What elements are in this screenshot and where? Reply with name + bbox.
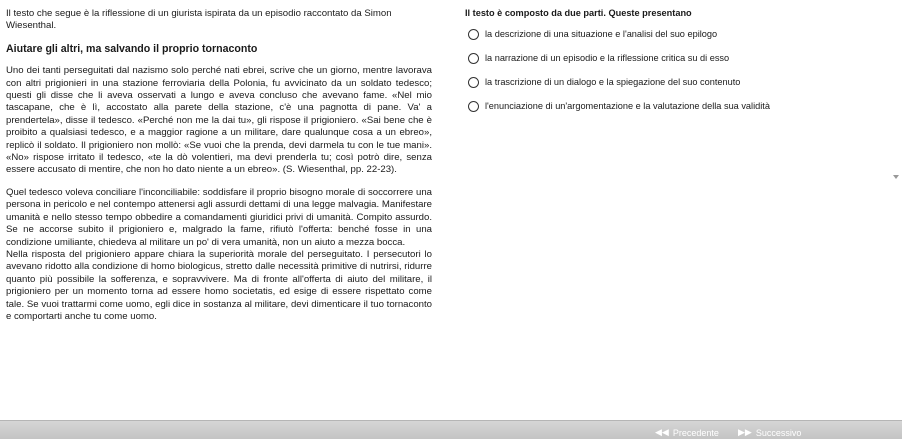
rewind-icon: ◀◀: [655, 427, 669, 437]
analysis-paragraph-1: Quel tedesco voleva conciliare l'inconciliabile: soddisfare il proprio bisogno morale di soccorrere una persona in pericolo e nel contempo attenersi agli assurdi dettami di una legge malvagia. Manifestare umanità e nello stesso tempo obbedire a comandamenti giuridici privi di umanità. Compito assurdo. Se ne accorse subito il prigioniero e, malgrado la fame, rifiutò l'offerta: benché fosse in una condizione umiliante, chiedeva al militare un po' di vera umanità, non un aiuto a mezza bocca.: [6, 186, 432, 248]
answer-option-b-label: la narrazione di un episodio e la riflessione critica su di esso: [485, 53, 730, 63]
passage-analysis: [6, 187, 432, 323]
answer-option-c[interactable]: [465, 76, 895, 100]
passage-intro: Il testo che segue è la riflessione di un giurista ispirata da un episodio raccontato da Simon Wiesenthal.: [6, 8, 392, 32]
scroll-down-arrow-icon[interactable]: [893, 175, 899, 179]
radio-button-d[interactable]: [468, 101, 479, 112]
answer-option-d-label: l'enunciazione di un'argomentazione e la valutazione della sua validità: [485, 101, 770, 111]
passage-panel: [6, 8, 432, 323]
previous-label: Precedente: [672, 427, 719, 438]
story-paragraph: Uno dei tanti perseguitati dal nazismo solo perché nati ebrei, scrive che un giorno, mentre lavorava con altri prigionieri in una stazione ferroviaria della Polonia, fu avvicinato da un soldato tedesco; questi gli disse che li aveva osservati a lungo e aveva concluso che avevano fame. «Nel mio tascapane, che è lì, accostato alla parete della stazione, c'è una pagnotta di pane. Va' a prendertela», disse il tedesco. «Perché non me la dai tu», gli rispose il prigioniero. «Sai bene che è proibito a qualsiasi tedesco, e a maggior ragione a un militare, dare qualunque cosa a un ebreo», replicò il soldato. Il prigioniero non mollò: «Se vuoi che la prenda, devi darmela tu con le tue mani». «No» rispose irritato il tedesco, «te la dò volentieri, ma devi prenderla tu; così potrò dire, senza essere accusato di mentire, che non ho dato niente a un ebreo». (S. Wiesenthal, pp. 22-23).: [6, 65, 432, 176]
passage-title: Aiutare gli altri, ma salvando il proprio tornaconto: [6, 42, 258, 55]
answer-option-c-label: la trascrizione di un dialogo e la spiegazione del suo contenuto: [485, 77, 741, 87]
answer-option-d[interactable]: [465, 100, 895, 124]
radio-button-a[interactable]: [468, 29, 479, 40]
answer-option-b[interactable]: [465, 52, 895, 76]
answer-option-a[interactable]: [465, 28, 895, 52]
analysis-paragraph-2: Nella risposta del prigioniero appare chiara la superiorità morale del perseguitato. I persecutori lo avevano ridotto alla condizione di homo biologicus, stretto dalle necessità primitive di nutrirsi, ridurre quanto più possibile la sofferenza, e sopravvivere. Ma di fronte all'offerta di aiuto del militare, il prigioniero per un momento torna ad essere homo societatis, ed esige di essere rispettato come tale. Se vuoi trattarmi come uomo, egli dice in sostanza al militare, devi dimenticare il tuo tornaconto e comportarti anche tu come uomo.: [6, 248, 432, 322]
navigation-bar: [0, 420, 902, 439]
radio-button-b[interactable]: [468, 53, 479, 64]
fast-forward-icon: ▶▶: [738, 427, 752, 437]
next-button[interactable]: [738, 427, 801, 438]
question-panel: [465, 8, 895, 124]
question-prompt: Il testo è composto da due parti. Queste presentano: [465, 8, 692, 18]
passage-story: [6, 65, 432, 177]
next-label: Successivo: [755, 427, 802, 438]
previous-button[interactable]: [655, 427, 719, 438]
radio-button-c[interactable]: [468, 77, 479, 88]
answer-option-a-label: la descrizione di una situazione e l'analisi del suo epilogo: [485, 29, 718, 39]
